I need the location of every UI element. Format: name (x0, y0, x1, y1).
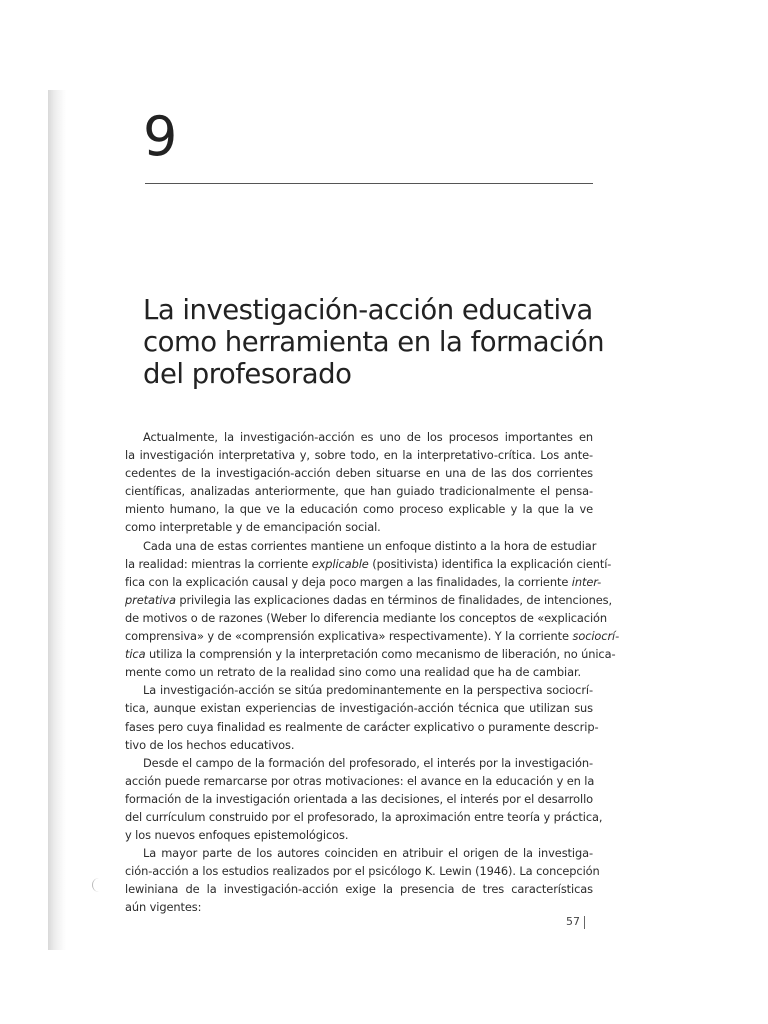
body-line: científicas, analizadas anteriormente, que han guiado tradicionalmente el pensa- (125, 484, 593, 499)
body-line: tica, aunque existan experiencias de investigación-acción técnica que utilizan sus (125, 701, 593, 716)
chapter-title-line: como herramienta en la formación (143, 326, 605, 358)
body-line: cedentes de la investigación-acción deben situarse en una de las dos corrientes (125, 466, 593, 481)
body-line: fases pero cuya finalidad es realmente de carácter explicativo o puramente descrip- (125, 719, 599, 734)
body-line: la investigación interpretativa y, sobre todo, en la interpretativo-crítica. Los ante- (125, 448, 593, 463)
body-line: miento humano, la que ve la educación como proceso explicable y la que la ve (125, 502, 593, 517)
body-text (125, 428, 620, 917)
body-line: Actualmente, la investigación-acción es uno de los procesos importantes en (143, 430, 593, 444)
chapter-number: 9 (143, 105, 178, 168)
body-line: lewiniana de la investigación-acción exige la presencia de tres características (125, 882, 593, 897)
body-line: tivo de los hechos educativos. (125, 737, 295, 752)
body-line: y los nuevos enfoques epistemológicos. (125, 828, 349, 843)
body-line: aún vigentes: (125, 900, 202, 915)
body-line: La mayor parte de los autores coinciden en atribuir el origen de la investiga- (143, 846, 593, 861)
body-line: pretativa privilegia las explicaciones dadas en términos de finalidades, de intenciones, (125, 592, 613, 607)
chapter-title-line: La investigación-acción educativa (143, 294, 593, 326)
page-number: 57 (566, 915, 580, 928)
scan-shadow-edge (48, 90, 66, 950)
body-line: acción puede remarcarse por otras motivaciones: el avance en la educación y en la (125, 773, 595, 788)
body-line: ción-acción a los estudios realizados por el psicólogo K. Lewin (1946). La concepción (125, 864, 600, 879)
body-line: mente como un retrato de la realidad sino como una realidad que ha de cambiar. (125, 665, 582, 680)
body-line: Cada una de estas corrientes mantiene un enfoque distinto a la hora de estudiar (143, 538, 597, 553)
margin-pencil-mark (92, 878, 101, 892)
page-number-bar (584, 916, 585, 929)
chapter-title (143, 294, 603, 390)
body-line: de motivos o de razones (Weber lo diferencia mediante los conceptos de «explicación (125, 610, 608, 625)
body-line: del currículum construido por el profesorado, la aproximación entre teoría y práctica, (125, 809, 603, 824)
body-line: fica con la explicación causal y deja poco margen a las finalidades, la corriente inter- (125, 574, 602, 589)
body-line: La investigación-acción se sitúa predominantemente en la perspectiva sociocrí- (143, 683, 593, 698)
page-footer (566, 915, 585, 929)
body-line: comprensiva» y de «comprensión explicativa» respectivamente). Y la corriente sociocrí- (125, 629, 620, 644)
body-line: Desde el campo de la formación del profesorado, el interés por la investigación- (143, 755, 593, 770)
body-line: tica utiliza la comprensión y la interpretación como mecanismo de liberación, no única- (125, 647, 616, 662)
chapter-divider (145, 183, 593, 184)
body-line: la realidad: mientras la corriente explicable (positivista) identifica la explicación cientí- (125, 556, 612, 571)
body-line: como interpretable y de emancipación social. (125, 520, 381, 535)
chapter-title-line: del profesorado (143, 358, 352, 390)
body-line: formación de la investigación orientada a las decisiones, el interés por el desarrollo (125, 791, 593, 806)
